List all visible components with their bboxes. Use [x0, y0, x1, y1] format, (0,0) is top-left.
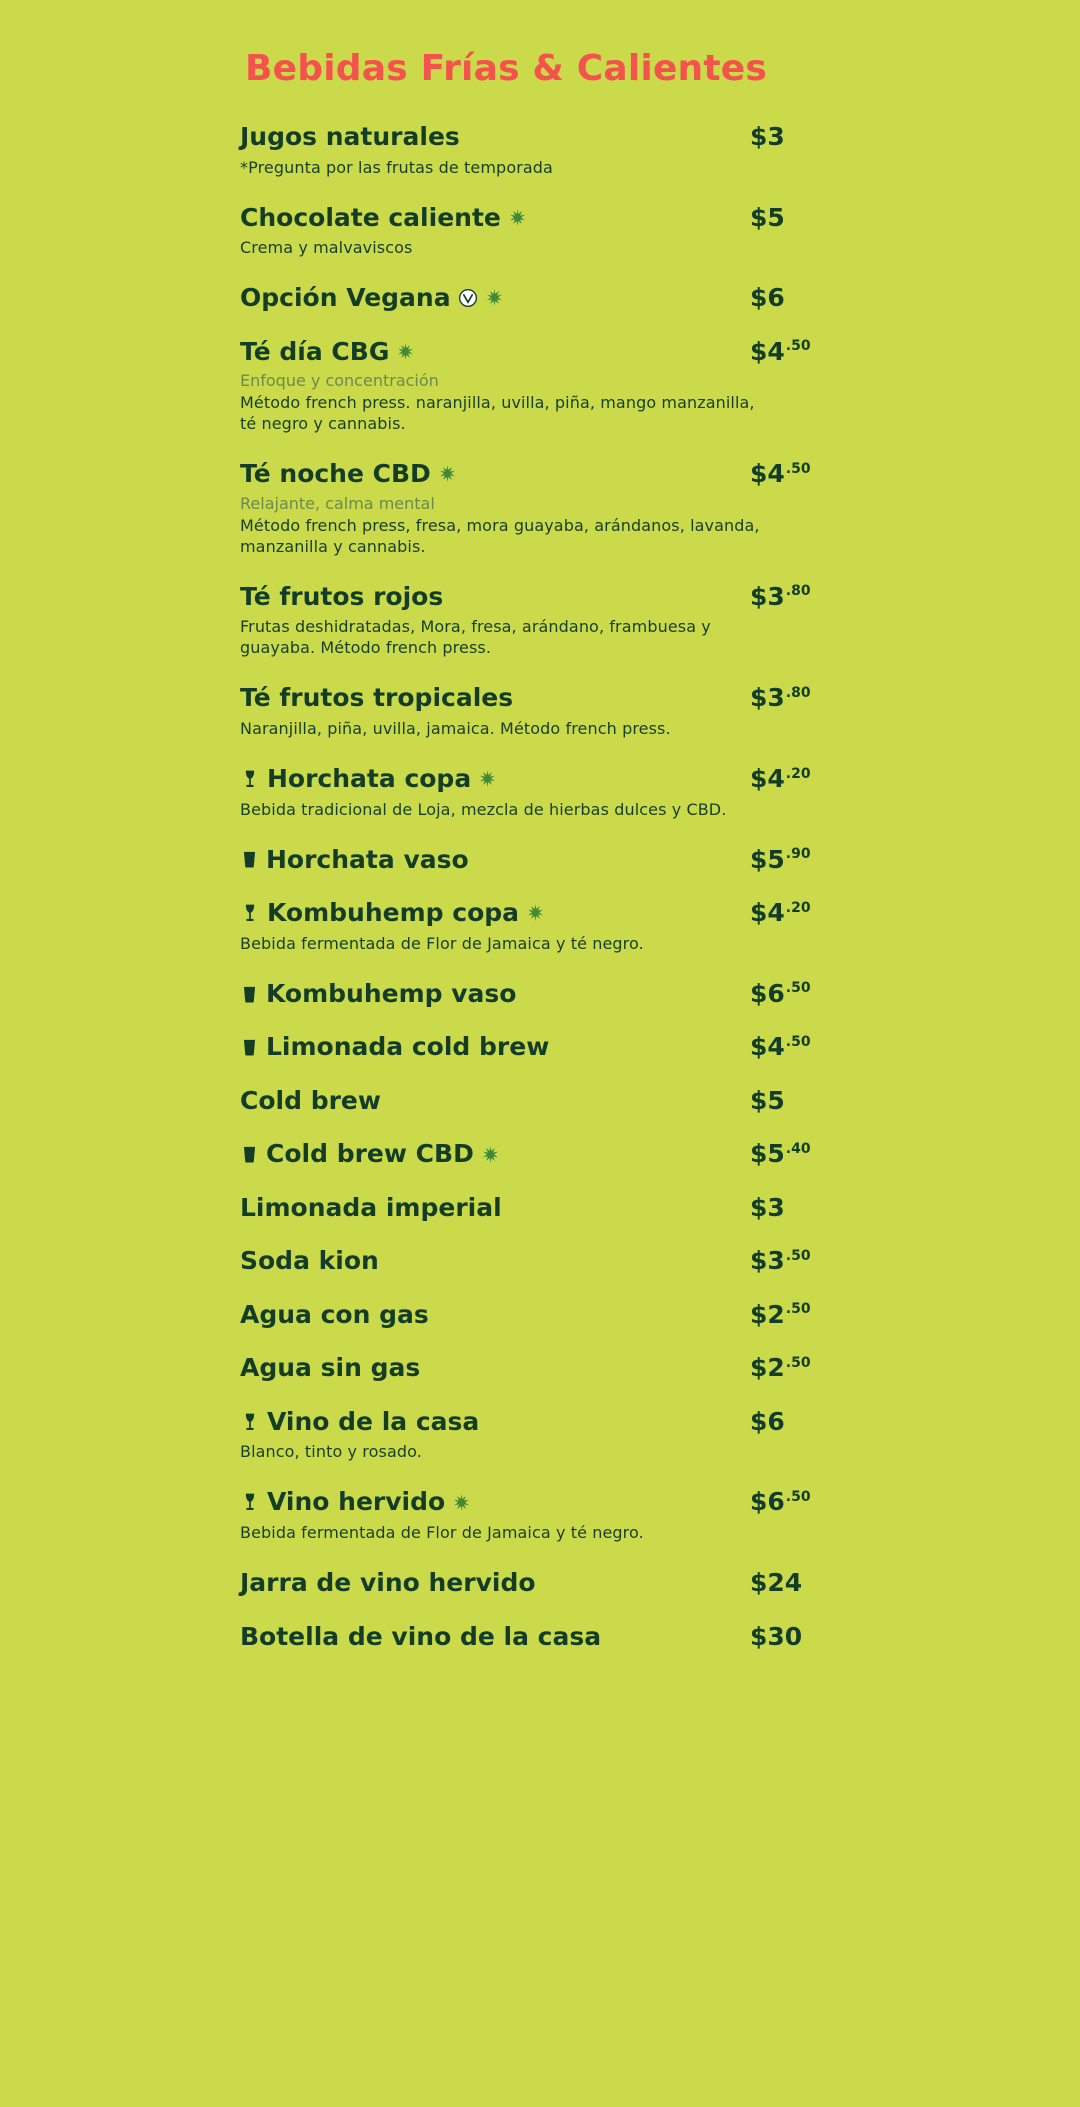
menu-item-price-wrap [740, 899, 960, 927]
menu-item [240, 1301, 960, 1329]
menu-item [240, 684, 960, 739]
menu-item-price [750, 1247, 811, 1275]
price-cents: .50 [785, 1489, 811, 1506]
menu-item-name [240, 1488, 471, 1516]
menu-item-price [750, 846, 811, 874]
menu-item-description: Blanco, tinto y rosado. [240, 1442, 422, 1462]
menu-item-header [240, 1194, 960, 1222]
menu-item-header [240, 1569, 960, 1597]
menu-item-price-wrap [740, 1488, 960, 1516]
menu-item-price-wrap [740, 684, 960, 712]
price-cents: .50 [785, 1354, 811, 1371]
menu-item-note: Enfoque y concentración [240, 371, 439, 391]
menu-item-name-text: Kombuhemp copa [267, 898, 520, 928]
leaf-icon [438, 464, 457, 483]
price-amount: $2 [750, 1299, 785, 1329]
wine-glass-icon [240, 766, 260, 792]
cup-icon [240, 1035, 259, 1059]
menu-item-header [240, 684, 960, 712]
menu-item-description: Frutas deshidratadas, Mora, fresa, arándano, frambuesa y guayaba. Método french press. [240, 617, 711, 658]
menu-item-name [240, 1247, 379, 1275]
menu-item [240, 338, 960, 435]
menu-item-name-text: Horchata copa [267, 764, 472, 794]
menu-item-price [750, 1194, 785, 1222]
menu-item-header [240, 1033, 960, 1061]
price-cents: .50 [785, 980, 811, 997]
menu-item-name [240, 1354, 420, 1382]
menu-item-header [240, 204, 960, 232]
menu-item-name-text: Cold brew [240, 1085, 381, 1115]
price-amount: $5 [750, 202, 785, 232]
menu-item-name-text: Horchata vaso [266, 844, 469, 874]
menu-item-header [240, 1247, 960, 1275]
menu-item [240, 846, 960, 874]
menu-item-price [750, 1623, 802, 1651]
leaf-icon [481, 1145, 500, 1164]
menu-item-description: Bebida fermentada de Flor de Jamaica y té negro. [240, 933, 644, 953]
menu-item-price [750, 284, 785, 312]
menu-item-price [750, 1408, 785, 1436]
price-amount: $30 [750, 1621, 803, 1651]
price-amount: $6 [750, 1487, 785, 1517]
price-amount: $6 [750, 978, 785, 1008]
leaf-icon [526, 903, 545, 922]
menu-item [240, 765, 960, 820]
menu-item-price-wrap [740, 1194, 960, 1222]
menu-item-price [750, 1569, 802, 1597]
menu-item-price-wrap [740, 980, 960, 1008]
menu-item-price [750, 204, 785, 232]
menu-item-name [240, 204, 527, 232]
menu-item-name-text: Kombuhemp vaso [266, 978, 517, 1008]
menu-item [240, 1408, 960, 1463]
price-cents: .50 [785, 1247, 811, 1264]
price-amount: $3 [750, 1246, 785, 1276]
menu-item-name [240, 899, 545, 927]
menu-item [240, 284, 960, 312]
price-amount: $4 [750, 898, 785, 928]
leaf-icon [485, 288, 504, 307]
menu-item [240, 980, 960, 1008]
price-cents: .50 [785, 460, 811, 477]
menu-item-header [240, 846, 960, 874]
menu-item-header [240, 284, 960, 312]
menu-item-name-text: Soda kion [240, 1246, 379, 1276]
menu-item-price [750, 1140, 811, 1168]
cup-icon [240, 847, 259, 871]
wine-glass-icon [240, 900, 260, 926]
menu-item-name-text: Cold brew CBD [266, 1139, 474, 1169]
price-amount: $5 [750, 1139, 785, 1169]
menu-item-header [240, 980, 960, 1008]
price-amount: $6 [750, 1406, 785, 1436]
menu-item-name-text: Jugos naturales [240, 122, 460, 151]
page-title: Bebidas Frías & Calientes [245, 48, 768, 89]
menu-item-name [240, 284, 504, 312]
menu-item-name [240, 338, 415, 366]
menu-item-name-text: Botella de vino de la casa [240, 1621, 602, 1651]
menu-item-price [750, 460, 811, 488]
menu-item-price-wrap [740, 1033, 960, 1061]
menu-item-note: Relajante, calma mental [240, 493, 435, 513]
cup-icon [240, 1142, 259, 1166]
menu-item-price [750, 1488, 811, 1516]
menu-item-price-wrap [740, 1623, 960, 1651]
price-amount: $5 [750, 844, 785, 874]
menu-item-price-wrap [740, 204, 960, 232]
menu-item [240, 899, 960, 954]
price-cents: .50 [785, 1033, 811, 1050]
price-cents: .20 [785, 765, 811, 782]
menu-item-name [240, 1301, 429, 1329]
menu-item-name-text: Vino de la casa [267, 1406, 480, 1436]
menu-item-price [750, 899, 811, 927]
price-cents: .20 [785, 899, 811, 916]
menu-item-price [750, 765, 811, 793]
menu-item-header [240, 1488, 960, 1516]
menu-item [240, 204, 960, 259]
price-amount: $3 [750, 683, 785, 713]
menu-item-price-wrap [740, 1140, 960, 1168]
menu-item-price [750, 583, 811, 611]
menu-item-header [240, 1354, 960, 1382]
menu-item-name-text: Té frutos tropicales [240, 683, 514, 713]
menu-item-name-text: Limonada imperial [240, 1192, 502, 1222]
menu-item-header [240, 899, 960, 927]
menu-item-description: *Pregunta por las frutas de temporada [240, 157, 553, 177]
menu-item-name [240, 684, 513, 712]
leaf-icon [396, 342, 415, 361]
menu-item-header [240, 583, 960, 611]
menu-item-description: Bebida fermentada de Flor de Jamaica y té negro. [240, 1522, 644, 1542]
price-amount: $3 [750, 122, 785, 151]
menu-item-header [240, 1087, 960, 1115]
price-amount: $6 [750, 283, 785, 313]
menu-item-name-text: Limonada cold brew [266, 1032, 550, 1062]
price-amount: $2 [750, 1353, 785, 1383]
wine-glass-icon [240, 1409, 260, 1435]
menu-item-name-text: Opción Vegana [240, 283, 451, 313]
price-amount: $4 [750, 764, 785, 794]
leaf-icon [508, 208, 527, 227]
menu-item [240, 1140, 960, 1168]
menu-item-price [750, 1354, 811, 1382]
menu-item [240, 1194, 960, 1222]
menu-item-name [240, 1033, 549, 1061]
menu-item-description: Método french press, fresa, mora guayaba, arándanos, lavanda, manzanilla y cannabis. [240, 515, 760, 556]
price-amount: $4 [750, 1032, 785, 1062]
menu-item-name [240, 846, 469, 874]
menu-item [240, 1569, 960, 1597]
menu-item-price-wrap [740, 1569, 960, 1597]
menu-item-price-wrap [740, 1354, 960, 1382]
menu-item-price-wrap [740, 765, 960, 793]
menu-item-name [240, 1140, 500, 1168]
menu-item [240, 123, 960, 178]
menu-item-price-wrap [740, 460, 960, 488]
price-amount: $4 [750, 459, 785, 489]
menu-item-name [240, 980, 516, 1008]
menu-item-price-wrap [740, 123, 960, 151]
menu-item-header [240, 1408, 960, 1436]
menu-item-name-text: Jarra de vino hervido [240, 1568, 536, 1598]
menu-item-header [240, 1140, 960, 1168]
menu-item-name [240, 583, 443, 611]
price-cents: .50 [785, 338, 811, 355]
menu-item-name-text: Vino hervido [267, 1487, 446, 1517]
price-amount: $24 [750, 1568, 803, 1598]
menu-item-price-wrap [740, 1247, 960, 1275]
menu-item-header [240, 338, 960, 366]
menu-item-price [750, 123, 785, 151]
menu-item-price-wrap [740, 284, 960, 312]
wine-glass-icon [240, 1489, 260, 1515]
price-cents: .40 [785, 1140, 811, 1157]
price-amount: $4 [750, 336, 785, 366]
menu-item-name [240, 1569, 536, 1597]
menu-item-header [240, 460, 960, 488]
menu-item-name [240, 765, 497, 793]
menu-item-name [240, 1194, 502, 1222]
menu-item-price [750, 684, 811, 712]
menu-item-name [240, 460, 457, 488]
menu-item-price-wrap [740, 583, 960, 611]
menu-item-name [240, 123, 460, 151]
menu-item-price [750, 980, 811, 1008]
price-cents: .80 [785, 685, 811, 702]
price-amount: $3 [750, 581, 785, 611]
menu-item [240, 1247, 960, 1275]
price-amount: $3 [750, 1192, 785, 1222]
menu-item-description: Bebida tradicional de Loja, mezcla de hierbas dulces y CBD. [240, 799, 727, 819]
menu-item-name [240, 1623, 601, 1651]
menu-item-price-wrap [740, 1087, 960, 1115]
vegan-icon [458, 288, 478, 308]
menu-item-name-text: Chocolate caliente [240, 202, 501, 232]
menu-item-name [240, 1408, 479, 1436]
price-amount: $5 [750, 1085, 785, 1115]
menu-item-name-text: Té noche CBD [240, 459, 431, 489]
menu-item-name-text: Agua sin gas [240, 1353, 421, 1383]
cup-icon [240, 982, 259, 1006]
menu-item-header [240, 1301, 960, 1329]
menu-item-header [240, 123, 960, 151]
menu-item [240, 1033, 960, 1061]
menu-item-description: Método french press. naranjilla, uvilla, piña, mango manzanilla, té negro y cannabis. [240, 393, 755, 434]
menu-item-price [750, 1033, 811, 1061]
menu-item-price-wrap [740, 338, 960, 366]
menu-item-description: Naranjilla, piña, uvilla, jamaica. Método french press. [240, 718, 671, 738]
menu-item [240, 1087, 960, 1115]
leaf-icon [478, 769, 497, 788]
menu-item [240, 583, 960, 659]
price-cents: .90 [785, 846, 811, 863]
menu-item-price [750, 1301, 811, 1329]
menu-item [240, 1623, 960, 1651]
menu-item-header [240, 765, 960, 793]
menu-item-name-text: Té día CBG [240, 336, 390, 366]
price-cents: .80 [785, 583, 811, 600]
menu-item-header [240, 1623, 960, 1651]
menu-item-price [750, 1087, 785, 1115]
menu-item [240, 460, 960, 557]
leaf-icon [452, 1493, 471, 1512]
menu-item [240, 1488, 960, 1543]
menu-item-name [240, 1087, 381, 1115]
menu-item-name-text: Agua con gas [240, 1299, 429, 1329]
menu-item-name-text: Té frutos rojos [240, 581, 444, 611]
menu-item-price-wrap [740, 1408, 960, 1436]
menu-item [240, 1354, 960, 1382]
menu-item-price [750, 338, 811, 366]
menu-item-list [240, 123, 960, 1650]
menu-item-description: Crema y malvaviscos [240, 238, 413, 258]
menu-item-price-wrap [740, 846, 960, 874]
price-cents: .50 [785, 1301, 811, 1318]
menu-item-price-wrap [740, 1301, 960, 1329]
